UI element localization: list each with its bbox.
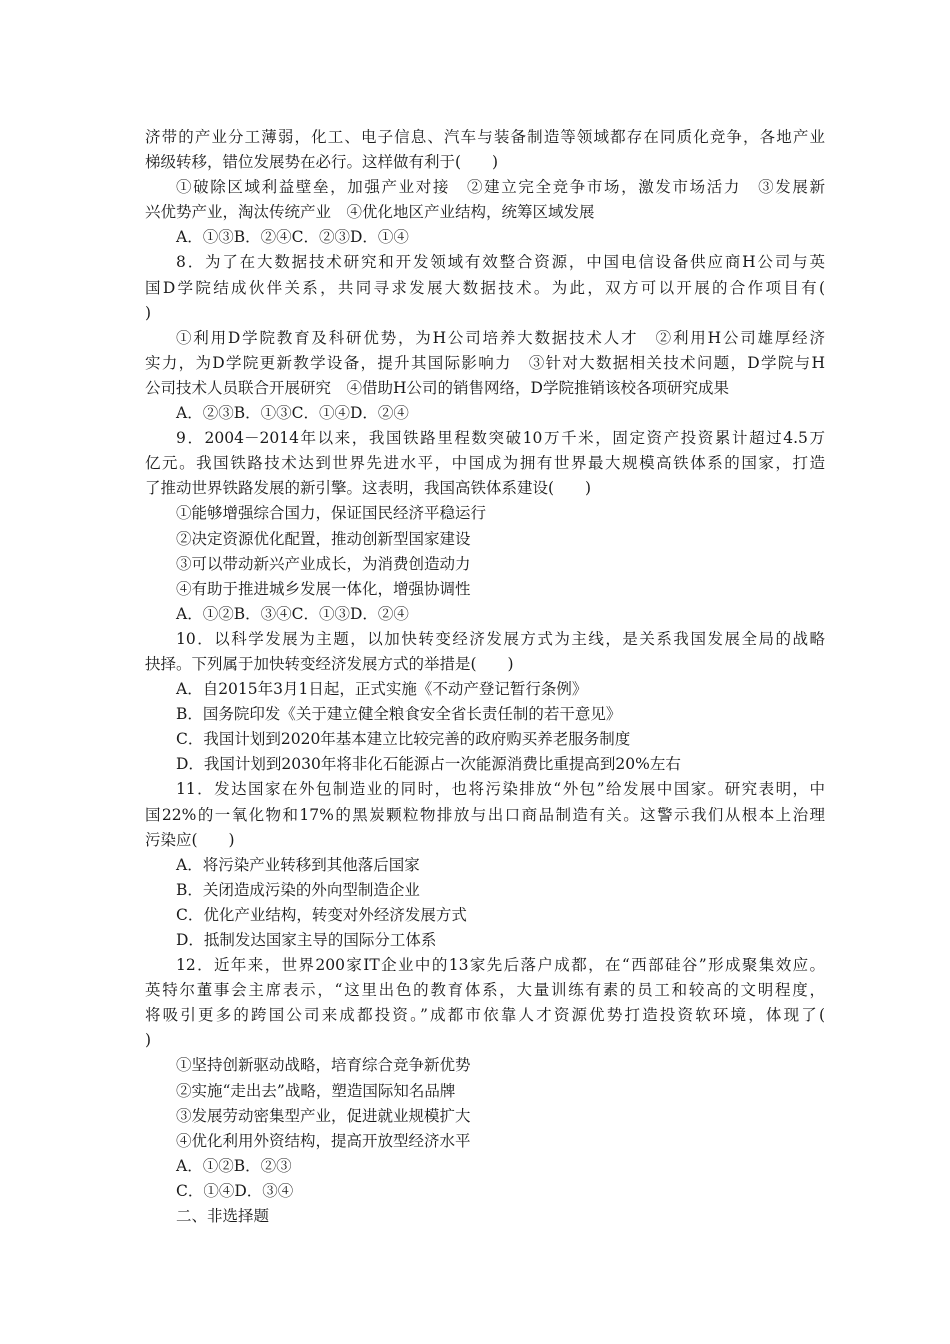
text-line: A．①②B．②③	[176, 1156, 292, 1175]
text-line: A．①③B．②④C．②③D．①④	[176, 228, 409, 247]
text-line: 8．为了在大数据技术研究和开发领域有效整合资源，中国电信设备供应商H公司与英	[176, 253, 825, 272]
text-line: 11．发达国家在外包制造业的同时，也将污染排放“外包”给发展中国家。研究表明，中	[176, 780, 825, 799]
text-line: ②实施“走出去”战略，塑造国际知名品牌	[176, 1081, 456, 1100]
text-line: ①破除区域利益壁垒，加强产业对接 ②建立完全竞争市场，激发市场活力 ③发展新	[176, 178, 825, 197]
text-line: D．抵制发达国家主导的国际分工体系	[176, 931, 437, 949]
text-line: 抉择。下列属于加快转变经济发展方式的举措是( )	[145, 654, 514, 673]
text-line: 二、非选择题	[176, 1207, 270, 1226]
text-line: 济带的产业分工薄弱，化工、电子信息、汽车与装备制造等领域都存在同质化竞争，各地产业	[145, 128, 825, 146]
text-line: 兴优势产业，淘汰传统产业 ④优化地区产业结构，统筹区域发展	[145, 203, 595, 222]
text-line: C．我国计划到2020年基本建立比较完善的政府购买养老服务制度	[176, 730, 631, 749]
text-line: 12．近年来，世界200家IT企业中的13家先后落户成都，在“西部硅谷”形成聚集效应。	[176, 956, 825, 975]
text-line: B．关闭造成污染的外向型制造企业	[176, 880, 420, 899]
text-line: )	[145, 1031, 152, 1050]
text-line: 公司技术人员联合开展研究 ④借助H公司的销售网络，D学院推销该校各项研究成果	[145, 378, 729, 397]
text-line: A．①②B．③④C．①③D．②④	[176, 604, 409, 623]
text-line: D．我国计划到2030年将非化石能源占一次能源消费比重提高到20%左右	[176, 755, 681, 774]
text-line: A．自2015年3月1日起，正式实施《不动产登记暂行条例》	[176, 680, 588, 699]
text-line: ①能够增强综合国力，保证国民经济平稳运行	[176, 504, 487, 523]
text-line: )	[145, 303, 152, 322]
text-line: 10．以科学发展为主题，以加快转变经济发展方式为主线，是关系我国发展全局的战略	[176, 629, 825, 648]
text-line: A．②③B．①③C．①④D．②④	[176, 404, 409, 423]
text-line: A．将污染产业转移到其他落后国家	[176, 855, 420, 874]
document-page	[145, 125, 825, 1229]
text-line: 了推动世界铁路发展的新引擎。这表明，我国高铁体系建设( )	[145, 479, 592, 498]
text-line: ③发展劳动密集型产业，促进就业规模扩大	[176, 1106, 471, 1125]
text-line: 9．2004－2014年以来，我国铁路里程数突破10万千米，固定资产投资累计超过4.5万	[176, 429, 825, 448]
text-line: 国22%的一氧化物和17%的黑炭颗粒物排放与出口商品制造有关。这警示我们从根本上治理	[145, 805, 825, 824]
text-line: ①坚持创新驱动战略，培育综合竞争新优势	[176, 1056, 471, 1075]
text-line: C．①④D．③④	[176, 1181, 294, 1200]
text-line: C．优化产业结构，转变对外经济发展方式	[176, 905, 467, 924]
text-line: ③可以带动新兴产业成长，为消费创造动力	[176, 554, 471, 573]
text-line: B．国务院印发《关于建立健全粮食安全省长责任制的若干意见》	[176, 705, 622, 724]
text-line: ②决定资源优化配置，推动创新型国家建设	[176, 529, 471, 548]
text-line: 国D学院结成伙伴关系，共同寻求发展大数据技术。为此，双方可以开展的合作项目有(	[145, 278, 825, 297]
text-line: 污染应( )	[145, 830, 235, 849]
text-line: 亿元。我国铁路技术达到世界先进水平，中国成为拥有世界最大规模高铁体系的国家，打造	[145, 454, 825, 473]
text-line: ④有助于推进城乡发展一体化，增强协调性	[176, 579, 471, 598]
text-line: 梯级转移，错位发展势在必行。这样做有利于( )	[145, 153, 499, 172]
text-line: 实力，为D学院更新教学设备，提升其国际影响力 ③针对大数据相关技术问题，D学院与H	[145, 353, 825, 372]
text-line: 英特尔董事会主席表示，“这里出色的教育体系，大量训练有素的员工和较高的文明程度，	[145, 981, 825, 1000]
text-line: ④优化利用外资结构，提高开放型经济水平	[176, 1131, 471, 1150]
text-line: 将吸引更多的跨国公司来成都投资。”成都市依靠人才资源优势打造投资软环境，体现了(	[145, 1006, 825, 1025]
text-line: ①利用D学院教育及科研优势，为H公司培养大数据技术人才 ②利用H公司雄厚经济	[176, 328, 825, 347]
